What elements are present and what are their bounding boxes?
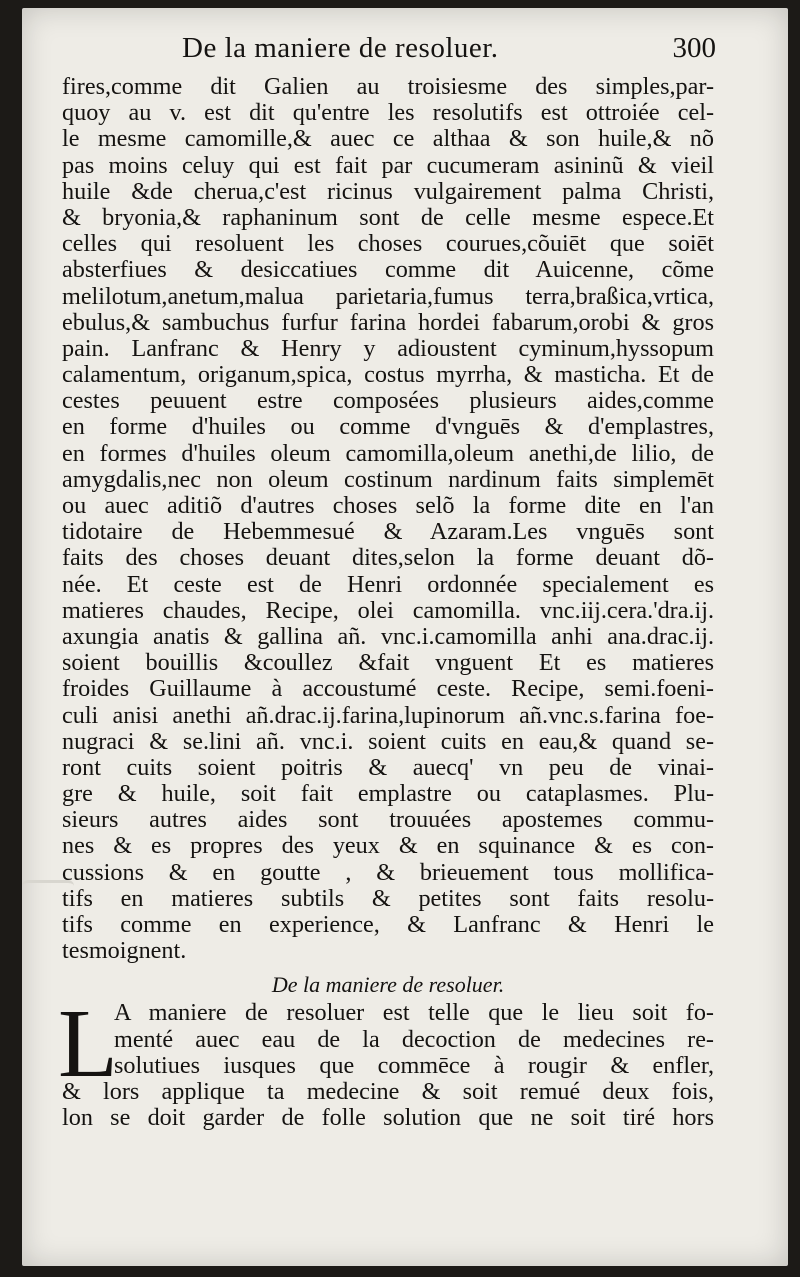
text-line: le mesme camomille,& auec ce althaa & son huile,& nõ xyxy=(62,126,714,153)
text-line: gre & huile, soit fait emplastre ou cataplasmes. Plu- xyxy=(62,781,714,808)
text-line: cussions & en goutte , & brieuement tous mollifica- xyxy=(62,859,714,886)
text-line: ebulus,& sambuchus furfur farina hordei fabarum,orobi & gros xyxy=(62,309,714,336)
text-line: culi anisi anethi añ.drac.ij.farina,lupinorum añ.vnc.s.farina foe- xyxy=(62,702,714,729)
page-number: 300 xyxy=(672,32,716,64)
text-line: axungia anatis & gallina añ. vnc.i.camomilla anhi ana.drac.ij. xyxy=(62,623,714,650)
text-line: menté auec eau de la decoction de medecines re- xyxy=(114,1026,714,1053)
page-header xyxy=(62,26,714,74)
text-line: pain. Lanfranc & Henry y adioustent cyminum,hyssopum xyxy=(62,335,714,362)
text-line: nugraci & se.lini añ. vnc.i. soient cuits en eau,& quand se- xyxy=(62,728,714,755)
text-line: tesmoignent. xyxy=(62,938,187,965)
text-line: & lors applique ta medecine & soit remué deux fois, xyxy=(62,1078,714,1105)
text-line: en forme d'huiles ou comme d'vnguēs & d'emplastres, xyxy=(62,414,714,441)
text-line: faits des choses deuant dites,selon la forme deuant dõ- xyxy=(62,545,714,572)
text-line: amygdalis,nec non oleum costinum nardinum faits simplemēt xyxy=(62,466,714,493)
text-line: tidotaire de Hebemmesué & Azaram.Les vnguēs sont xyxy=(62,519,714,546)
text-line: celles qui resoluent les choses courues,cõuiēt que soiēt xyxy=(62,231,714,258)
text-line: calamentum, origanum,spica, costus myrrha, & masticha. Et de xyxy=(62,362,714,389)
text-line: ou auec aditiõ d'autres choses selõ la forme dite en l'an xyxy=(62,493,714,519)
running-head: De la maniere de resoluer. xyxy=(182,32,499,64)
text-line: melilotum,anetum,malua parietaria,fumus terra,braßica,vrtica, xyxy=(62,283,714,310)
text-line: tifs en matieres subtils & petites sont faits resolu- xyxy=(62,885,714,912)
text-line: tifs comme en experience, & Lanfranc & Henri le xyxy=(62,912,714,938)
text-line: née. Et ceste est de Henri ordonnée specialement es xyxy=(62,571,714,598)
text-line: ront cuits soient poitris & auecq' vn peu de vinai- xyxy=(62,754,714,781)
paragraph-1 xyxy=(62,74,714,964)
text-line: sieurs autres aides sont trouuées apostemes commu- xyxy=(62,807,714,834)
text-line: en formes d'huiles oleum camomilla,oleum anethi,de lilio, de xyxy=(62,440,714,467)
text-line: froides Guillaume à accoustumé ceste. Recipe, semi.foeni- xyxy=(62,676,714,703)
text-line: nes & es propres des yeux & en squinance & es con- xyxy=(62,833,714,860)
paragraph-2 xyxy=(58,990,714,1132)
text-line: & bryonia,& raphaninum sont de celle mesme espece.Et xyxy=(62,204,714,231)
book-page xyxy=(22,8,788,1266)
section-heading: De la maniere de resoluer. xyxy=(271,972,505,998)
text-line: pas moins celuy qui est fait par cucumeram asininũ & vieil xyxy=(62,152,714,179)
text-line: soient bouillis &coullez &fait vnguent Et es matieres xyxy=(62,650,714,677)
text-line: fires,comme dit Galien au troisiesme des simples,par- xyxy=(62,74,714,100)
text-line: lon se doit garder de folle solution que ne soit tiré hors xyxy=(62,1105,714,1132)
text-line: cestes peuuent estre composées plusieurs aides,comme xyxy=(62,388,714,415)
text-line: solutiues iusques que commēce à rougir & enfler, xyxy=(114,1052,714,1079)
text-line: absterfiues & desiccatiues comme dit Auicenne, cõme xyxy=(62,257,714,284)
page-content xyxy=(58,26,716,1132)
text-line: quoy au v. est dit qu'entre les resolutifs est ottroiée cel- xyxy=(62,100,714,127)
text-line: huile &de cherua,c'est ricinus vulgairement palma Christi, xyxy=(62,178,714,205)
text-line: matieres chaudes, Recipe, olei camomilla. vnc.iij.cera.'dra.ij. xyxy=(62,597,714,624)
drop-cap: L xyxy=(58,990,118,1099)
text-line: A maniere de resoluer est telle que le lieu soit fo- xyxy=(114,1000,714,1027)
